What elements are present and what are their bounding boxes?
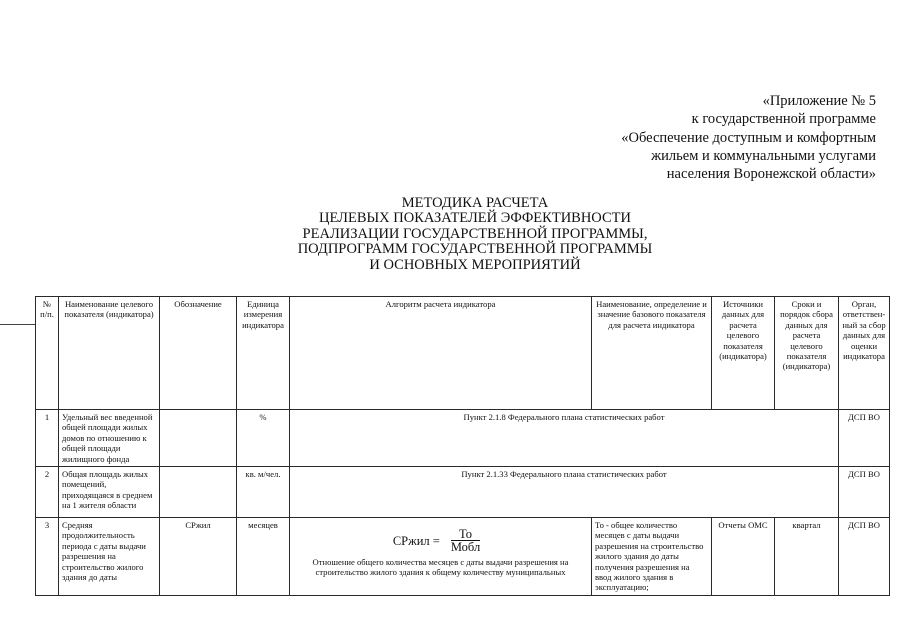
table-row <box>36 410 890 467</box>
algorithm-description: Отношение общего количества месяцев с даты выдачи разрешения на строительство жилого здания к общему количеству муниципальных <box>312 556 569 577</box>
header-name: Наименование целевого показателя (индикатора) <box>59 297 160 410</box>
appendix-caption <box>576 92 876 183</box>
cell-algorithm <box>290 518 592 596</box>
title-line: МЕТОДИКА РАСЧЕТА <box>401 195 549 211</box>
title-line: И ОСНОВНЫХ МЕРОПРИЯТИЙ <box>369 256 581 273</box>
appendix-line: жильем и коммунальными услугами <box>651 147 876 164</box>
indicators-table <box>35 296 890 596</box>
cell-num: 2 <box>36 467 59 518</box>
header-base: Наименование, определение и значение базового показателя для расчета индикатора <box>592 297 712 410</box>
header-unit: Единица измерения индикатора <box>237 297 290 410</box>
title-line: ПОДПРОГРАММ ГОСУДАРСТВЕННОЙ ПРОГРАММЫ <box>297 241 653 258</box>
cell-num: 1 <box>36 410 59 467</box>
header-algorithm: Алгоритм расчета индикатора <box>290 297 592 410</box>
margin-mark <box>0 324 35 325</box>
cell-unit: месяцев <box>237 518 290 596</box>
cell-num: 3 <box>36 518 59 596</box>
appendix-line: к государственной программе <box>691 111 876 128</box>
cell-designation: СРжил <box>160 518 237 596</box>
formula-denominator: Мобл <box>450 540 481 555</box>
cell-organ: ДСП ВО <box>839 410 890 467</box>
cell-organ: ДСП ВО <box>839 467 890 518</box>
header-sources: Источники данных для расчета целевого показателя (индикатора) <box>712 297 775 410</box>
formula-lhs: СРжил = <box>392 533 440 548</box>
cell-algorithm: Пункт 2.1.8 Федерального плана статистических работ <box>290 410 839 467</box>
table-header-row <box>36 297 890 410</box>
cell-name: Удельный вес введенной общей площади жилых домов по отношению к общей площади жилищного фонда <box>59 410 160 467</box>
document-title <box>250 196 700 273</box>
header-num: № п/п. <box>36 297 59 410</box>
cell-base: То - общее количество месяцев с даты выдачи разрешения на строительство жилого здания до даты получения разрешения на ввод жилого здания в эксплуатацию; <box>592 518 712 596</box>
table-row <box>36 518 890 596</box>
appendix-line: населения Воронежской области» <box>666 166 876 183</box>
cell-name: Общая площадь жилых помещений, приходящаяся в среднем на 1 жителя области <box>59 467 160 518</box>
cell-designation <box>160 467 237 518</box>
appendix-line: «Приложение № 5 <box>762 93 876 109</box>
title-line: ЦЕЛЕВЫХ ПОКАЗАТЕЛЕЙ ЭФФЕКТИВНОСТИ <box>319 210 631 227</box>
header-designation: Обозначение <box>160 297 237 410</box>
appendix-line: «Обеспечение доступным и комфортным <box>621 129 876 146</box>
title-line: РЕАЛИЗАЦИИ ГОСУДАРСТВЕННОЙ ПРОГРАММЫ, <box>302 225 648 242</box>
cell-designation <box>160 410 237 467</box>
cell-name: Средняя продолжительность периода с даты выдачи разрешения на строительство жилого здания до даты <box>59 518 160 596</box>
table-row <box>36 467 890 518</box>
formula <box>293 529 588 553</box>
cell-unit: кв. м/чел. <box>237 467 290 518</box>
formula-fraction <box>443 529 488 553</box>
cell-sources: Отчеты ОМС <box>712 518 775 596</box>
formula-numerator: То <box>451 529 480 541</box>
header-organ: Орган, ответствен-ный за сбор данных для оценки индикатора <box>839 297 890 410</box>
cell-algorithm: Пункт 2.1.33 Федерального плана статистических работ <box>290 467 839 518</box>
cell-unit: % <box>237 410 290 467</box>
header-terms: Сроки и порядок сбора данных для расчета целевого показателя (индикатора) <box>775 297 839 410</box>
cell-organ: ДСП ВО <box>839 518 890 596</box>
cell-terms: квартал <box>775 518 839 596</box>
